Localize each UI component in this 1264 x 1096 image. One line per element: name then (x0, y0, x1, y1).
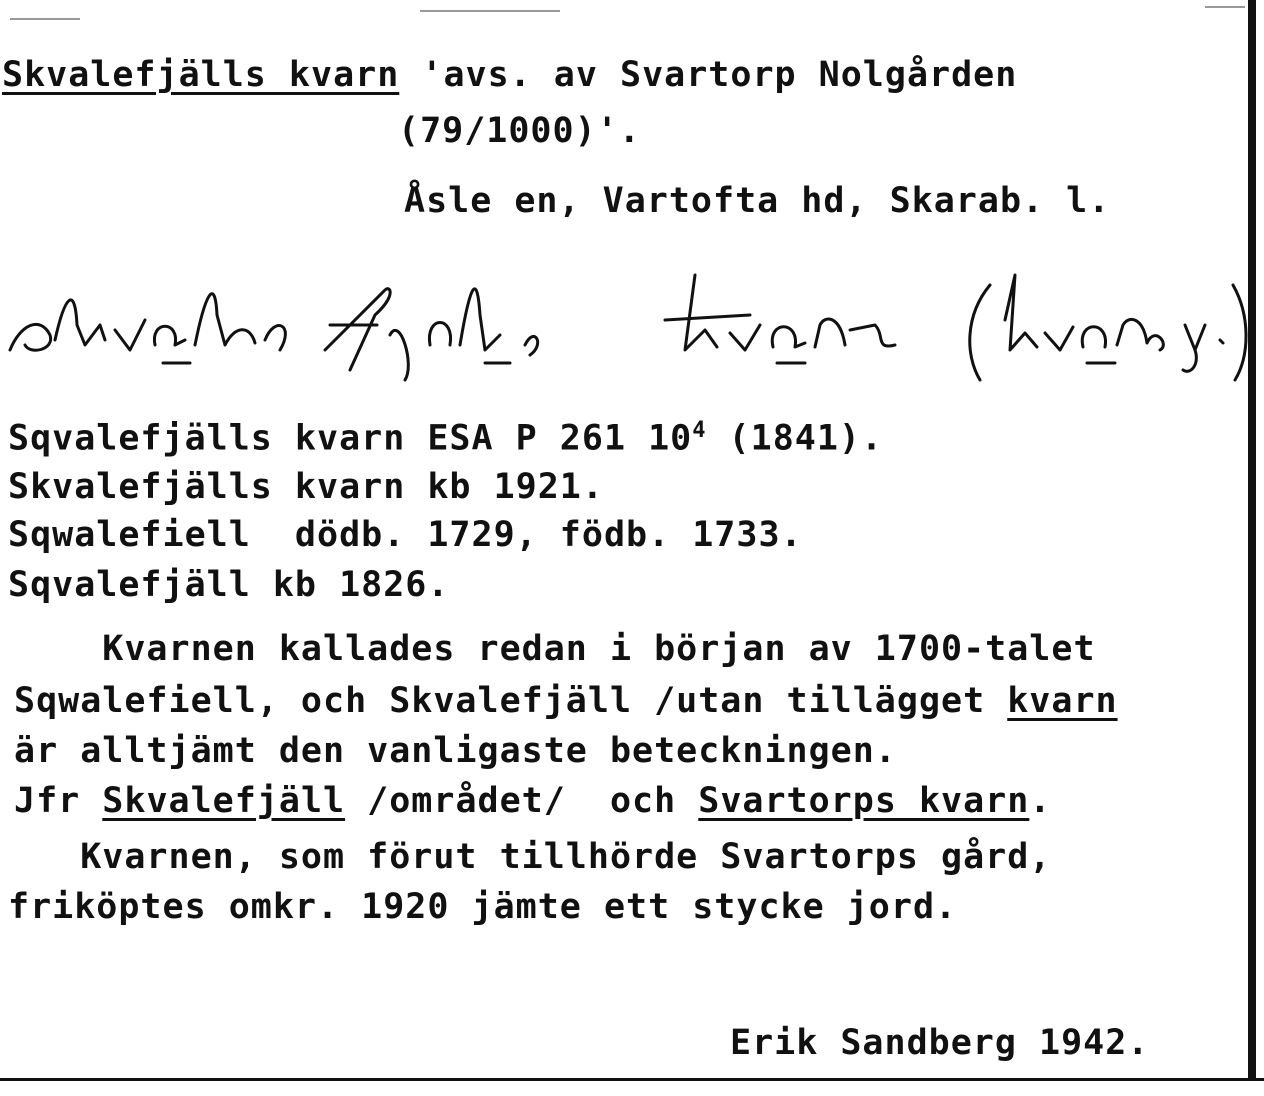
body-text: /området/ och (345, 781, 699, 821)
cross-reference: Svartorps kvarn (698, 781, 1030, 821)
body-line (14, 681, 1118, 721)
handwritten-pronunciation (5, 255, 1255, 385)
location-line: Åsle en, Vartofta hd, Skarab. l. (404, 181, 1111, 221)
signature: Erik Sandberg 1942. (730, 1023, 1150, 1063)
header-note: 'avs. av Svartorp Nolgården (421, 55, 1018, 95)
body-text: Sqwalefiell, och Skvalefjäll /utan tillägget (14, 681, 1008, 721)
header-line-2: (79/1000)'. (398, 111, 641, 151)
body-line: friköptes omkr. 1920 jämte ett stycke jord. (8, 887, 958, 927)
underlined-term: kvarn (1007, 681, 1118, 721)
source-line (8, 420, 883, 457)
header-line-1 (2, 55, 1018, 95)
source-text: Sqvalefjälls kvarn ESA P 261 10 (8, 418, 693, 459)
card-edge-right (1248, 0, 1256, 1078)
scan-speck (1205, 6, 1245, 8)
body-line: Kvarnen kallades redan i början av 1700-talet (14, 629, 1096, 669)
cross-reference-line (14, 781, 1052, 821)
card-edge-bottom (0, 1078, 1264, 1081)
source-line: Sqwalefiell dödb. 1729, födb. 1733. (8, 515, 803, 555)
scan-speck (420, 10, 560, 12)
place-name: Skvalefjälls kvarn (2, 55, 400, 95)
source-superscript: 4 (692, 418, 707, 443)
scan-speck (10, 18, 80, 20)
body-line: är alltjämt den vanligaste beteckningen. (14, 731, 897, 771)
source-line: Sqvalefjäll kb 1826. (8, 565, 450, 605)
body-line: Kvarnen, som förut tillhörde Svartorps gård, (14, 837, 1052, 877)
body-text: . (1029, 781, 1052, 821)
pronunciation-text: skvalefjäls kvärn (kvän y.) (5, 255, 22, 256)
source-line: Skvalefjälls kvarn kb 1921. (8, 467, 604, 507)
source-year: (1841). (706, 418, 884, 459)
jfr-label: Jfr (14, 781, 103, 821)
cross-reference: Skvalefjäll (102, 781, 346, 821)
